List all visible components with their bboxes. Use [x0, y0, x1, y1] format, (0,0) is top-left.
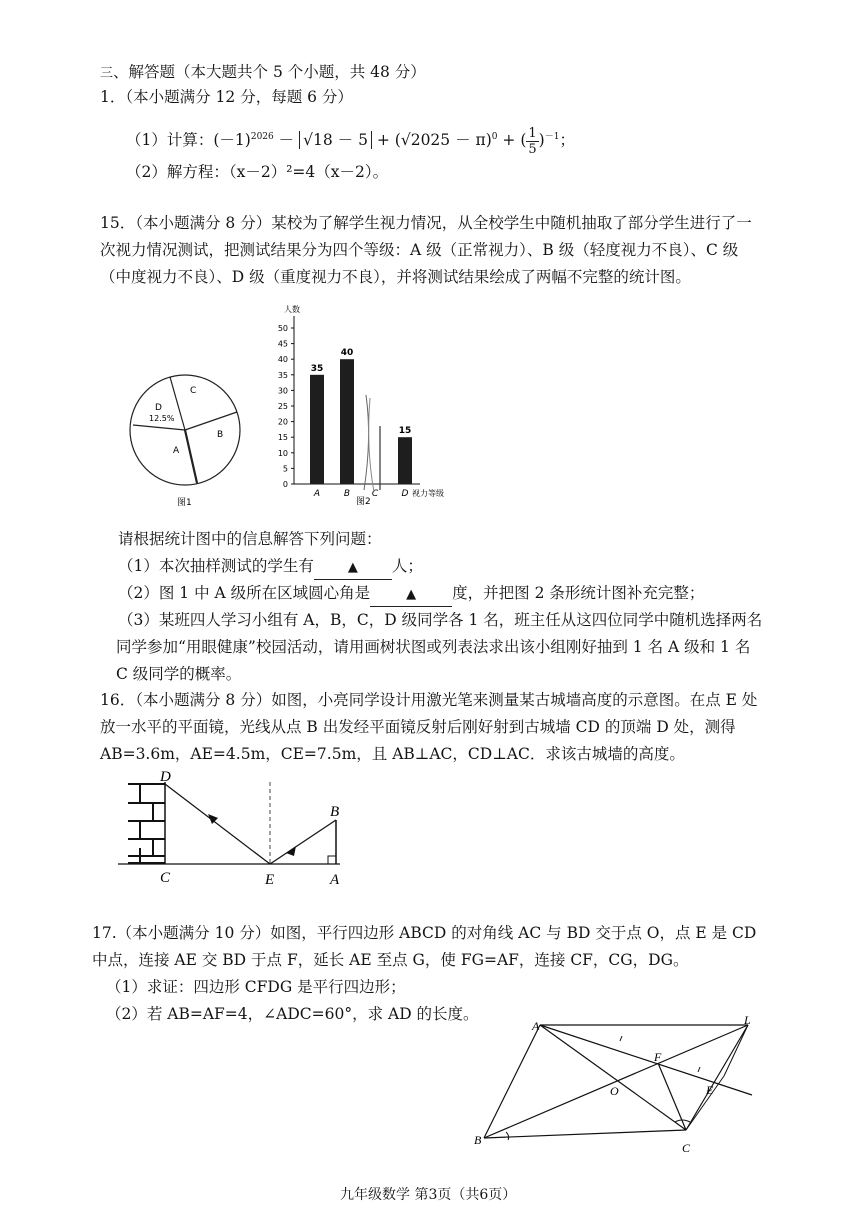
bar-chart-xlabel: 视力等级	[412, 489, 444, 498]
q14-expr-e: )	[538, 131, 545, 150]
diagonal-bd	[484, 1025, 748, 1138]
y-tick-label: 0	[282, 480, 288, 489]
q15-line-3: （中度视力不良）、D 级（重度视力不良），并将测试结果绘成了两幅不完整的统计图。	[100, 268, 691, 286]
bar-value-label-b: 40	[340, 348, 354, 359]
pie-label-b: B	[217, 430, 224, 440]
q15-sub1-answer-blank[interactable]	[314, 555, 392, 580]
q14-frac-den: 5	[528, 141, 537, 157]
x-tick-label-b: B	[343, 489, 351, 499]
y-tick-label: 50	[277, 324, 288, 333]
y-tick-label: 5	[282, 464, 288, 474]
q15-sub2-rest: 度，并把图 2 条形统计图补充完整；	[452, 584, 705, 602]
label-f: F	[654, 1050, 662, 1064]
y-tick-label: 10	[277, 448, 288, 458]
q15-sub1-text: （1）本次抽样测试的学生有	[118, 557, 314, 575]
label-a: A	[532, 1019, 540, 1033]
q15-sub2	[118, 582, 704, 607]
q15-sub3-line-2: 同学参加“用眼健康”校园活动，请用画树状图或列表法求出该小组刚好抽到 1 名 A 级和 1 名	[116, 638, 751, 656]
y-tick-label: 15	[277, 433, 288, 443]
wall-bricks	[128, 784, 165, 863]
q14-number: 1	[100, 88, 110, 106]
label-l: L	[744, 1013, 751, 1027]
bar-a	[310, 375, 324, 484]
segment-ag	[540, 1025, 752, 1095]
bar-b	[340, 359, 354, 484]
q14-exp-a: 2026	[250, 132, 274, 142]
triangle-icon: ▲	[347, 560, 358, 575]
q17-parallelogram-figure	[470, 1010, 760, 1165]
bar-d	[398, 437, 412, 484]
q14-intro-text: ．（本小题满分 12 分，每题 6 分）	[109, 88, 353, 106]
y-tick-label: 40	[277, 355, 288, 365]
q14-intro	[100, 86, 353, 108]
tick-mark-icon	[620, 1036, 622, 1041]
q15-sub1	[118, 555, 423, 580]
pie-label-a: A	[173, 446, 180, 456]
angle-arc-icon	[506, 1132, 509, 1140]
pencil-stroke-2	[369, 398, 374, 492]
pie-caption: 图1	[177, 498, 192, 508]
label-o: O	[610, 1084, 619, 1098]
bar-value-label-a: 35	[310, 363, 324, 374]
ray-be	[270, 820, 336, 864]
section-heading	[100, 61, 426, 85]
q14-fraction	[526, 126, 538, 157]
y-tick-label: 20	[277, 417, 288, 427]
pie-divider-bc	[185, 412, 237, 430]
q17-sub2: （2）若 AB=AF=4，∠ADC=60°，求 AD 的长度。	[106, 1005, 479, 1023]
q14-expr-c: + (√2025 － π)	[371, 131, 492, 150]
q14-expr-end: ；	[559, 131, 575, 150]
q14-part2: （2）解方程：（x－2）²=4（x－2）。	[126, 163, 389, 181]
label-c: C	[682, 1141, 691, 1155]
x-tick-label-c: C	[371, 489, 379, 499]
label-e: E	[706, 1083, 714, 1097]
section-title: 、解答题（本大题共个 5 个小题，共 48 分）	[113, 63, 426, 81]
label-b: B	[474, 1133, 482, 1147]
pie-label-d: D	[155, 403, 162, 413]
pie-divider-cd	[185, 430, 197, 483]
pie-label-c: C	[190, 386, 197, 396]
q15-line-2: 次视力情况测试，把测试结果分为四个等级：A 级（正常视力）、B 级（轻度视力不良）、C 级	[100, 241, 739, 259]
q15-sub2-answer-blank[interactable]	[370, 582, 452, 607]
label-e: E	[265, 872, 275, 888]
q15-sub3-line-1: （3）某班四人学习小组有 A，B，C，D 级同学各 1 名，班主任从这四位同学中随机选择两名	[118, 611, 763, 629]
bar-chart-figure-2	[270, 298, 470, 508]
pie-chart-figure-1	[125, 355, 245, 515]
q14-expr-b: －	[273, 131, 300, 150]
q16-line-3: AB=3.6m，AE=4.5m，CE=7.5m，且 AB⊥AC，CD⊥AC．求该古城墙的高度。	[100, 745, 685, 763]
q14-exp-b: 0	[491, 132, 498, 142]
label-c: C	[160, 870, 171, 886]
y-tick-label: 45	[277, 339, 288, 349]
bar-chart-bars	[310, 348, 412, 484]
y-tick-label: 30	[277, 386, 288, 396]
y-tick-label: 35	[277, 370, 288, 380]
q15-sub3-line-3: C 级同学的概率。	[116, 665, 242, 683]
q14-expr-d: + (	[497, 131, 527, 150]
q17-line-1: 17.（本小题满分 10 分）如图，平行四边形 ABCD 的对角线 AC 与 BD 交于点 O，点 E 是 CD	[92, 924, 757, 942]
q14-frac-num: 1	[528, 125, 537, 141]
q15-line-1: 15．（本小题满分 8 分）某校为了解学生视力情况，从全校学生中随机抽取了部分学生进行了一	[100, 214, 752, 232]
bar-chart-ylabel: 人数	[284, 305, 300, 314]
y-tick-label: 25	[277, 402, 288, 411]
section-prefix: 三	[100, 66, 114, 81]
label-b: B	[330, 804, 340, 820]
segment-cg	[686, 1076, 724, 1130]
q17-line-2: 中点，连接 AE 交 BD 于点 F，延长 AE 至点 G，使 FG=AF，连接 CF，CG，DG。	[92, 951, 689, 969]
pie-divider-da	[133, 425, 185, 430]
page-footer: 九年级数学 第3页（共6页）	[340, 1187, 517, 1203]
q14-expr-a: (－1)	[213, 131, 251, 150]
q15-sub1-unit: 人；	[391, 557, 423, 575]
q14-abs-value	[299, 131, 372, 149]
q15-prompt: 请根据统计图中的信息解答下列问题：	[118, 530, 382, 548]
q14-part1	[126, 119, 575, 155]
q16-line-1: 16．（本小题满分 8 分）如图，小亮同学设计用激光笔来测量某古城墙高度的示意图。在点 E 处	[100, 691, 758, 709]
q15-sub2-text: （2）图 1 中 A 级所在区域圆心角是	[118, 584, 371, 602]
q16-line-2: 放一水平的平面镜，光线从点 B 出发经平面镜反射后刚好射到古城墙 CD 的顶端 D 处，测得	[100, 718, 736, 736]
x-tick-label-d: D	[401, 489, 409, 499]
tick-mark-icon	[698, 1067, 700, 1072]
q14-abs-expr: √18 － 5	[303, 131, 368, 150]
pie-label-d-percent: 12.5%	[149, 414, 175, 423]
q17-sub1: （1）求证：四边形 CFDG 是平行四边形；	[106, 978, 406, 996]
pencil-stroke-1	[364, 395, 369, 490]
bar-value-label-d: 15	[398, 426, 412, 437]
x-tick-label-a: A	[313, 489, 321, 499]
arrow-icon	[286, 846, 296, 856]
ray-ed	[165, 784, 270, 864]
label-d: D	[160, 769, 171, 785]
q16-wall-mirror-figure	[110, 768, 370, 893]
q14-part1-label: （1）计算：	[126, 131, 214, 150]
triangle-icon: ▲	[406, 587, 417, 602]
right-angle-icon	[328, 856, 336, 864]
bar-chart-caption: 图2	[356, 497, 371, 507]
q14-exp-c: －1	[544, 132, 560, 142]
label-a: A	[330, 872, 340, 888]
segment-dg	[724, 1025, 748, 1076]
